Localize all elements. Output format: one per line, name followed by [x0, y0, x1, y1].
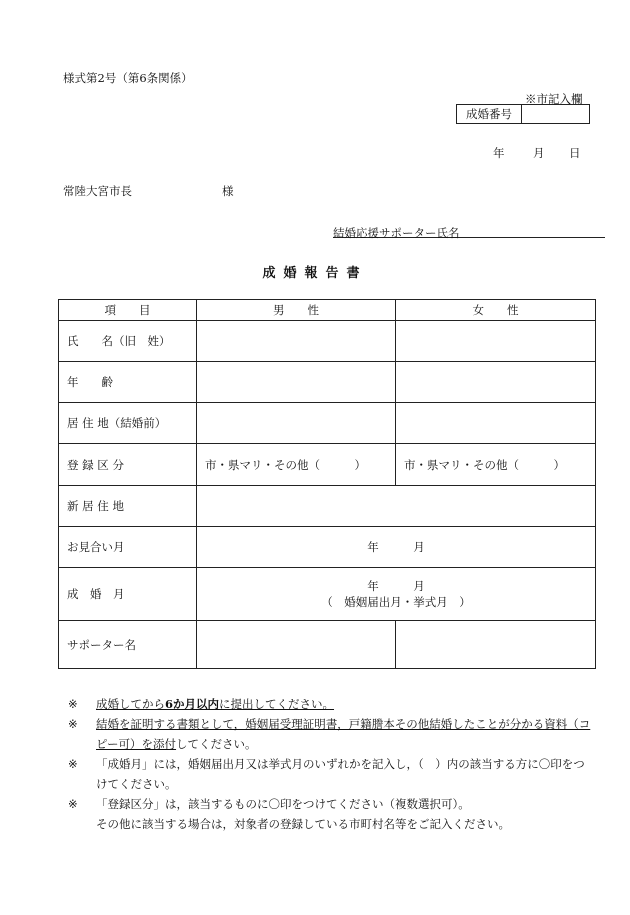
table-row — [59, 444, 596, 486]
registration-number-label: 成婚番号 — [457, 105, 522, 123]
note-3-text: 「成婚月」には，婚姻届出月又は挙式月のいずれかを記入し，（ ）内の該当する方に〇印をつけてください。 — [96, 757, 585, 791]
note-mark: ※ — [68, 757, 78, 771]
note-mark: ※ — [68, 797, 78, 811]
header-male: 男 性 — [197, 300, 396, 321]
row-label-new-residence: 新 居 住 地 — [59, 486, 197, 527]
date-month-label: 月 — [533, 146, 545, 160]
row-label-name: 氏 名（旧 姓） — [59, 321, 197, 362]
row-label-meeting-month: お見合い月 — [59, 527, 197, 568]
supporter-name-label: 結婚応援サポーター氏名 — [333, 226, 460, 240]
supporter-name-cell-1[interactable] — [197, 621, 396, 669]
addressee: 常陸大宮市長 — [63, 184, 132, 198]
form-number: 様式第2号（第6条関係） — [63, 71, 193, 85]
table-row — [59, 568, 596, 621]
report-table — [58, 299, 596, 669]
marriage-year-month: 年 月 — [367, 579, 425, 593]
meeting-month-field[interactable]: 年 月 — [197, 527, 596, 568]
note-mark: ※ — [68, 717, 78, 731]
registration-number-field[interactable] — [522, 105, 589, 123]
note-item — [68, 694, 596, 714]
registration-number-box — [456, 104, 590, 124]
table-row — [59, 527, 596, 568]
note-item — [68, 714, 596, 754]
table-header-row — [59, 300, 596, 321]
table-row — [59, 362, 596, 403]
female-reg-category-options[interactable]: 市・県マリ・その他（ ） — [396, 444, 596, 486]
marriage-month-field[interactable] — [197, 568, 596, 621]
marriage-month-note: （ 婚姻届出月・挙式月 ） — [321, 595, 471, 609]
new-residence-field[interactable] — [197, 486, 596, 527]
note-4-text: 「登録区分」は，該当するものに〇印をつけてください（複数選択可）。 — [96, 797, 470, 811]
note-1-deadline: 6か月以内 — [165, 697, 220, 711]
note-item — [68, 754, 596, 794]
note-2-documents: 結婚を証明する書類として，婚姻届受理証明書，戸籍謄本その他結婚したことが分かる資料（コピー可）を添付 — [96, 717, 591, 751]
note-1-pre: 成婚してから — [96, 697, 165, 711]
header-female: 女 性 — [396, 300, 596, 321]
header-item: 項 目 — [59, 300, 197, 321]
supporter-name-cell-2[interactable] — [396, 621, 596, 669]
table-row — [59, 321, 596, 362]
female-name-field[interactable] — [396, 321, 596, 362]
male-reg-category-options[interactable]: 市・県マリ・その他（ ） — [197, 444, 396, 486]
table-row — [59, 486, 596, 527]
row-label-supporter-name: サポーター名 — [59, 621, 197, 669]
table-row — [59, 621, 596, 669]
table-row — [59, 403, 596, 444]
date-year-label: 年 — [493, 146, 505, 160]
male-name-field[interactable] — [197, 321, 396, 362]
honorific: 様 — [222, 184, 234, 198]
note-item — [68, 794, 596, 814]
note-mark: ※ — [68, 697, 78, 711]
row-label-residence: 居 住 地（結婚前） — [59, 403, 197, 444]
note-4-continuation: その他に該当する場合は，対象者の登録している市町村名等をご記入ください。 — [96, 817, 510, 831]
note-1-post: に提出してください。 — [219, 697, 335, 711]
date-day-label: 日 — [569, 146, 581, 160]
male-residence-field[interactable] — [197, 403, 396, 444]
supporter-name-field[interactable] — [333, 222, 605, 238]
document-title: 成婚報告書 — [262, 266, 368, 281]
male-age-field[interactable] — [197, 362, 396, 403]
row-label-marriage-month: 成 婚 月 — [59, 568, 197, 621]
notes-section — [68, 694, 596, 834]
note-2-post: してください。 — [176, 737, 257, 751]
row-label-reg-category: 登 録 区 分 — [59, 444, 197, 486]
female-age-field[interactable] — [396, 362, 596, 403]
female-residence-field[interactable] — [396, 403, 596, 444]
row-label-age: 年 齢 — [59, 362, 197, 403]
office-use-label: ※市記入欄 — [525, 92, 583, 106]
